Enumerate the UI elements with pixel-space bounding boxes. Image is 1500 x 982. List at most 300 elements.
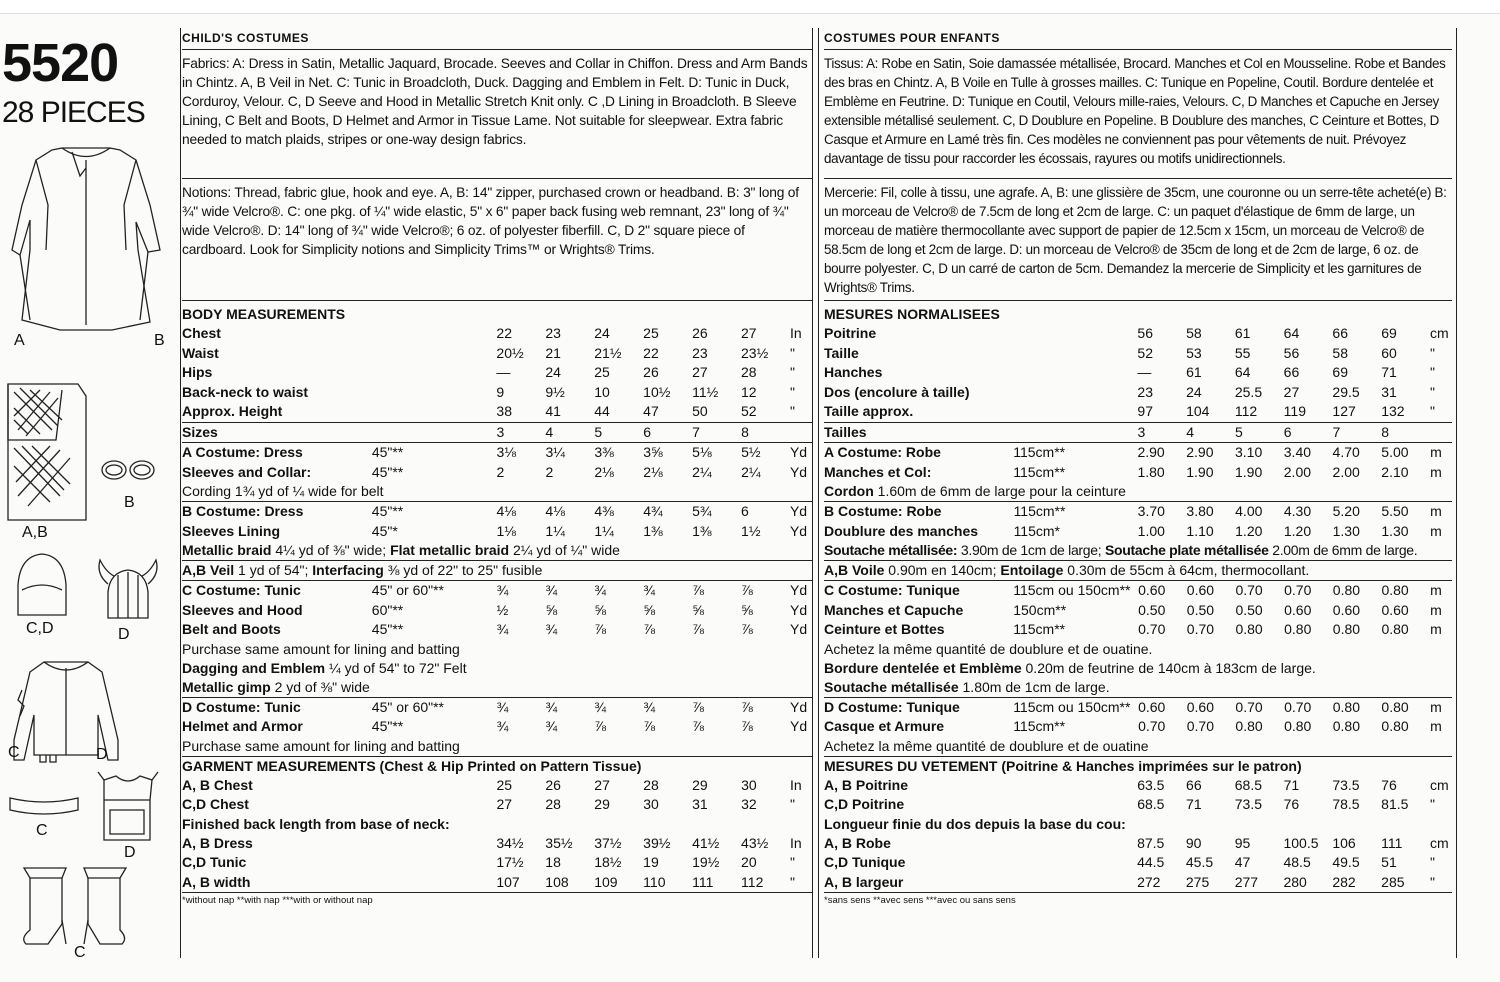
size-value: 282 xyxy=(1332,873,1356,890)
row-label: C,D Chest xyxy=(182,796,249,813)
figure-label: D xyxy=(96,746,108,763)
row-label: C Costume: Tunic xyxy=(182,582,301,599)
size-value: 58 xyxy=(1332,344,1348,361)
fabric-width xyxy=(372,834,497,854)
size-value: 55 xyxy=(1234,344,1251,361)
row-label: D Costume: Tunic xyxy=(182,698,301,715)
size-value: 0.70 xyxy=(1284,698,1312,715)
size-value: 71 xyxy=(1381,364,1397,381)
size-value: 0.80 xyxy=(1235,621,1263,638)
costume-b-section xyxy=(824,501,1452,560)
purchase-line: Achetez la même quantité de doublure et de ouatine xyxy=(824,737,1149,754)
row-label: Hanches xyxy=(824,364,883,381)
size-value: 81.5 xyxy=(1381,796,1409,813)
size-value: ⅞ xyxy=(741,718,753,735)
french-column xyxy=(824,28,1452,906)
size-value: ⅝ xyxy=(741,601,753,618)
row-label: Taille xyxy=(824,344,859,361)
costume-d-table xyxy=(182,698,812,737)
size-value: 22 xyxy=(496,325,512,342)
unit: In xyxy=(789,776,802,793)
size-value: 1.20 xyxy=(1283,522,1312,539)
table-row xyxy=(824,324,1452,344)
size-value: 23 xyxy=(1137,383,1153,400)
size-value: ⅞ xyxy=(692,621,704,638)
size-value: 5¾ xyxy=(692,503,712,520)
table-row xyxy=(182,853,812,873)
size-value: 23½ xyxy=(741,344,769,361)
body-measurements-section xyxy=(182,300,812,422)
size-value: ⅝ xyxy=(545,601,558,618)
table-row xyxy=(824,463,1452,483)
body-measurements-section xyxy=(824,300,1452,422)
size-value: 112 xyxy=(1234,403,1258,420)
spacer xyxy=(372,423,497,443)
size-value: 0.50 xyxy=(1235,601,1263,618)
row-label: Sleeves Lining xyxy=(182,522,281,539)
table-row xyxy=(182,402,812,422)
gimp-line: Soutache métallisée 1.80m de 1cm de large. xyxy=(824,678,1110,695)
size-value: 76 xyxy=(1381,776,1397,793)
fabric-width: 45" or 60"** xyxy=(371,698,445,715)
size-value: 27 xyxy=(496,796,513,813)
size-value: 0.60 xyxy=(1381,601,1409,618)
table-row xyxy=(824,502,1452,522)
size-value: ¾ xyxy=(643,698,655,715)
table-row xyxy=(824,581,1452,601)
size-value: 48.5 xyxy=(1283,854,1311,871)
size-value: 11½ xyxy=(692,383,719,400)
size-number: 7 xyxy=(1332,423,1341,440)
fabric-width xyxy=(1013,776,1137,796)
table-row xyxy=(824,383,1452,403)
size-value: ⅞ xyxy=(741,582,753,599)
size-value: 285 xyxy=(1381,873,1405,890)
size-value: 6 xyxy=(741,503,749,520)
costume-b-table xyxy=(824,502,1452,541)
fabric-width xyxy=(372,402,497,422)
size-value: 50 xyxy=(692,403,708,420)
row-label: Waist xyxy=(182,344,219,361)
size-value: 0.80 xyxy=(1381,621,1409,638)
table-row xyxy=(182,324,812,344)
spacer xyxy=(1430,423,1452,443)
sizes-section xyxy=(182,422,812,443)
size-number: 6 xyxy=(643,423,652,440)
size-value: 37½ xyxy=(594,834,622,851)
table-row xyxy=(182,698,812,718)
size-value: 0.70 xyxy=(1235,582,1263,599)
figure-label: B xyxy=(154,332,165,349)
fabric-width xyxy=(1014,402,1138,422)
fabric-width xyxy=(1013,853,1137,873)
costume-d-table xyxy=(824,698,1452,737)
size-value: ⅞ xyxy=(741,698,753,715)
row-label: Poitrine xyxy=(824,325,877,342)
sizes-table xyxy=(824,423,1452,443)
garment-chest-table xyxy=(182,776,812,815)
size-value: 0.60 xyxy=(1332,601,1361,618)
size-value: ¾ xyxy=(545,582,558,599)
column-divider xyxy=(180,28,181,958)
size-value: 35½ xyxy=(545,834,573,851)
garment-length-table xyxy=(182,834,812,893)
fabric-width xyxy=(1014,344,1138,364)
row-label: A, B Dress xyxy=(182,834,253,851)
unit: " xyxy=(789,364,795,381)
size-value: 78.5 xyxy=(1332,796,1360,813)
fabric-width: 115cm** xyxy=(1013,444,1066,461)
size-value: 1.30 xyxy=(1381,522,1409,539)
size-value: 51 xyxy=(1381,854,1397,871)
size-value: 25.5 xyxy=(1234,383,1263,400)
costume-c-table xyxy=(824,581,1452,640)
figure-label: C,D xyxy=(26,620,54,637)
size-value: 34½ xyxy=(496,834,524,851)
size-number: 4 xyxy=(1186,423,1195,440)
fabric-width: 115cm** xyxy=(1013,503,1066,520)
column-title: CHILD'S COSTUMES xyxy=(182,28,812,50)
costume-d-section xyxy=(824,697,1452,756)
size-value: 112 xyxy=(741,873,764,890)
size-value: 0.60 xyxy=(1186,582,1215,599)
spacer xyxy=(1013,423,1137,443)
unit: m xyxy=(1430,463,1442,480)
size-value: 2.00 xyxy=(1283,463,1312,480)
size-value: ⅞ xyxy=(692,582,704,599)
costume-a-table xyxy=(824,443,1452,482)
size-value: 26 xyxy=(692,325,708,342)
row-label: D Costume: Tunique xyxy=(824,698,960,715)
table-row xyxy=(182,834,812,854)
size-value: 127 xyxy=(1332,403,1356,420)
size-value: 10 xyxy=(594,383,610,400)
size-value: 0.70 xyxy=(1186,718,1214,735)
fabric-width: 115cm ou 150cm** xyxy=(1013,582,1131,599)
size-value: 0.60 xyxy=(1138,582,1166,599)
table-row xyxy=(182,581,812,601)
fabric-width xyxy=(372,853,497,873)
size-value: ⅞ xyxy=(643,718,655,735)
size-value: 0.80 xyxy=(1332,698,1360,715)
size-value: 108 xyxy=(545,873,569,890)
size-value: 18½ xyxy=(594,854,622,871)
fabric-width: 45"** xyxy=(371,503,404,520)
table-row xyxy=(182,383,812,403)
size-value: 28 xyxy=(643,776,659,793)
size-value: 66 xyxy=(1283,364,1300,381)
size-value: 43½ xyxy=(741,834,769,851)
table-row xyxy=(824,698,1452,718)
footnote: *without nap **with nap ***with or without nap xyxy=(182,892,812,906)
size-value: 111 xyxy=(1381,834,1403,851)
size-value: ⅝ xyxy=(594,601,607,618)
size-value: 110 xyxy=(643,873,666,890)
fabric-width xyxy=(372,324,497,344)
size-value: 76 xyxy=(1283,796,1300,813)
figure-label: B xyxy=(124,494,135,511)
size-value: 27 xyxy=(594,776,610,793)
table-row xyxy=(824,601,1452,621)
size-value: 31 xyxy=(692,796,708,813)
size-value: 69 xyxy=(1332,364,1348,381)
size-value: 90 xyxy=(1185,834,1202,851)
size-value: 64 xyxy=(1234,364,1251,381)
size-value: 2.10 xyxy=(1381,463,1409,480)
row-label: C,D Poitrine xyxy=(824,796,905,813)
size-value: 1.10 xyxy=(1186,522,1214,539)
table-row xyxy=(182,443,812,463)
table-row xyxy=(824,402,1452,422)
hood-drawing xyxy=(18,554,66,615)
size-value: 280 xyxy=(1283,873,1307,890)
fabric-width: 115cm** xyxy=(1013,463,1066,480)
size-number: 8 xyxy=(1381,423,1390,440)
fabric-width xyxy=(372,795,497,815)
unit: Yd xyxy=(789,444,808,461)
size-value: 3.70 xyxy=(1137,503,1165,520)
costume-c-section xyxy=(824,580,1452,697)
unit: " xyxy=(789,383,795,400)
unit: " xyxy=(789,344,795,361)
size-value: 58 xyxy=(1186,325,1202,342)
table-row xyxy=(824,717,1452,737)
size-value: 66 xyxy=(1332,325,1348,342)
size-value: 4.00 xyxy=(1235,503,1263,520)
finished-length-label: Finished back length from base of neck: xyxy=(182,815,450,832)
size-value: 69 xyxy=(1381,325,1397,342)
unit: " xyxy=(1429,364,1435,381)
size-value: 73.5 xyxy=(1234,796,1263,813)
table-row xyxy=(824,795,1452,815)
size-value: 61 xyxy=(1234,325,1251,342)
row-label: C,D Tunic xyxy=(182,854,247,871)
size-value: 111 xyxy=(692,873,714,890)
size-value: 47 xyxy=(1234,854,1251,871)
table-row xyxy=(824,834,1452,854)
sizes-table xyxy=(182,423,812,443)
table-row xyxy=(182,620,812,640)
costume-b-section xyxy=(182,501,812,560)
belt-drawing xyxy=(10,798,78,814)
size-value: 28 xyxy=(741,364,757,381)
size-value: 1⅜ xyxy=(692,522,712,539)
size-value: 49.5 xyxy=(1332,854,1360,871)
arm-bands-drawing xyxy=(102,461,154,479)
size-value: 20 xyxy=(741,854,757,871)
table-row xyxy=(824,620,1452,640)
fabric-width: 45"* xyxy=(371,522,398,539)
row-label: C,D Tunique xyxy=(824,854,906,871)
size-value: 41 xyxy=(545,403,561,420)
figure-label: C xyxy=(74,944,86,961)
size-value: 1⅜ xyxy=(643,522,663,539)
size-value: 10½ xyxy=(643,383,671,400)
fabric-width xyxy=(1014,324,1138,344)
body-measurements-title: BODY MEASUREMENTS xyxy=(182,306,346,322)
sizes-label: Tailles xyxy=(824,423,867,440)
size-value: 2 xyxy=(545,463,554,480)
table-row xyxy=(182,795,812,815)
row-label: Hips xyxy=(182,364,213,381)
size-value: 66 xyxy=(1186,776,1202,793)
size-value: 4⅜ xyxy=(594,503,614,520)
size-value: 0.50 xyxy=(1138,601,1166,618)
veil-drawing xyxy=(8,384,86,520)
fabric-width xyxy=(372,776,497,796)
size-value: 1.90 xyxy=(1186,463,1214,480)
column-divider xyxy=(1456,28,1457,958)
size-value: 25 xyxy=(594,364,610,381)
table-row xyxy=(182,522,812,542)
unit: m xyxy=(1430,718,1442,735)
size-value: 97 xyxy=(1137,403,1153,420)
figure-label: C xyxy=(36,822,48,839)
veil-section xyxy=(182,560,812,580)
size-value: 2¼ xyxy=(692,463,712,480)
purchase-line: Purchase same amount for lining and batting xyxy=(182,640,460,657)
sizes-row xyxy=(824,423,1452,443)
size-value: 44 xyxy=(594,403,610,420)
size-value: 4.30 xyxy=(1283,503,1312,520)
purchase-line: Achetez la même quantité de doublure et de ouatine. xyxy=(824,640,1153,657)
table-row xyxy=(824,776,1452,796)
size-value: 1.90 xyxy=(1235,463,1263,480)
fabric-width xyxy=(1013,873,1137,893)
size-value: ¾ xyxy=(594,582,607,599)
size-value: 2¼ xyxy=(741,463,761,480)
unit: cm xyxy=(1429,776,1449,793)
figure-label: C xyxy=(8,744,20,761)
row-label: A Costume: Robe xyxy=(824,444,941,461)
size-value: 29 xyxy=(594,796,610,813)
fabric-width xyxy=(372,344,497,364)
row-label: Chest xyxy=(182,325,221,342)
dress-drawing xyxy=(12,148,160,330)
fabric-width: 115cm* xyxy=(1013,522,1060,539)
size-value: 27 xyxy=(741,325,757,342)
size-value: 3⅜ xyxy=(594,444,614,461)
size-value: 9½ xyxy=(545,383,565,400)
size-value: 21½ xyxy=(594,344,622,361)
costume-a-table xyxy=(182,443,812,482)
size-value: 0.80 xyxy=(1332,582,1361,599)
size-value: 25 xyxy=(643,325,659,342)
row-label: Back-neck to waist xyxy=(182,383,309,400)
unit: " xyxy=(789,403,795,420)
size-value: 63.5 xyxy=(1137,776,1165,793)
braid-line: Metallic braid 4¼ yd of ⅜" wide; Flat metallic braid 2¼ yd of ¼" wide xyxy=(182,542,620,558)
size-value: ¾ xyxy=(545,621,558,638)
size-value: 21 xyxy=(545,344,561,361)
size-value: 132 xyxy=(1381,403,1405,420)
unit: " xyxy=(1429,383,1435,400)
size-number: 7 xyxy=(692,423,700,440)
row-label: Helmet and Armor xyxy=(182,718,303,735)
table-row xyxy=(182,776,812,796)
fabric-width: 150cm** xyxy=(1013,601,1067,618)
size-value: 4⅛ xyxy=(496,503,516,520)
size-value: ¾ xyxy=(545,718,558,735)
size-value: 71 xyxy=(1186,796,1202,813)
size-value: 30 xyxy=(643,796,659,813)
size-value: ¾ xyxy=(496,621,509,638)
table-row xyxy=(182,873,812,893)
size-value: 107 xyxy=(496,873,520,890)
unit: " xyxy=(789,854,795,871)
column-divider xyxy=(812,28,813,958)
size-value: ¾ xyxy=(496,698,509,715)
row-label: C Costume: Tunique xyxy=(824,582,960,599)
size-value: 4.70 xyxy=(1332,444,1360,461)
row-label: Ceinture et Bottes xyxy=(824,621,945,638)
figure-label: A xyxy=(14,332,25,349)
fabric-width: 115cm** xyxy=(1013,621,1066,638)
size-value: 100.5 xyxy=(1283,834,1319,851)
size-value: 2.90 xyxy=(1137,444,1165,461)
size-value: 0.70 xyxy=(1284,582,1312,599)
size-value: 0.70 xyxy=(1186,621,1215,638)
costume-a-section xyxy=(182,442,812,501)
size-value: 2⅛ xyxy=(594,463,614,480)
purchase-line: Purchase same amount for lining and batting xyxy=(182,737,460,754)
size-value: 19½ xyxy=(692,854,720,871)
fabric-width xyxy=(372,363,497,383)
figure-label: D xyxy=(124,844,136,861)
veil-section xyxy=(824,560,1452,580)
size-value: 47 xyxy=(643,403,659,420)
unit: " xyxy=(1429,403,1435,420)
english-column xyxy=(182,28,812,906)
size-value: 0.80 xyxy=(1235,718,1263,735)
mercerie-paragraph: Mercerie: Fil, colle à tissu, une agrafe. A, B: une glissière de 35cm, une couronne ou un serre-tête acheté(e) B: un morceau de Velcro® de 7.5cm de long et 2cm de large. C: un paquet d'élastique de 6mm de large, un morceau de matière thermocollante avec support de papier de 12.5cm x 15cm, un morceau de Velcro® de 58.5cm de long et 2cm de large. D: un morceau de Velcro® de 35cm de long et de 2cm de large, 6 oz. de bourre polyester. C, D un carré de carton de 5cm. Demandez la mercerie de Simplicity et les garnitures de Wrights® Trims. xyxy=(824,178,1452,300)
size-value: 31 xyxy=(1381,383,1397,400)
size-value: 68.5 xyxy=(1234,776,1263,793)
fabric-width xyxy=(372,873,497,893)
column-title: COSTUMES POUR ENFANTS xyxy=(824,28,1452,50)
size-value: 24 xyxy=(1186,383,1202,400)
fabric-width xyxy=(1014,363,1138,383)
unit: m xyxy=(1430,503,1442,520)
row-label: Manches et Capuche xyxy=(824,601,964,618)
unit: m xyxy=(1430,522,1442,539)
boots-drawing xyxy=(24,868,126,944)
fabric-width: 45" or 60"** xyxy=(371,582,445,599)
row-label: Taille approx. xyxy=(824,403,914,420)
row-label: Sleeves and Collar: xyxy=(182,463,312,480)
fabrics-paragraph: Fabrics: A: Dress in Satin, Metallic Jaquard, Brocade. Seeves and Collar in Chiffon. Dress and Arm Bands in Chintz. A, B Veil in Net. C: Tunic in Broadcloth, Duck. Dagging and Emblem in Felt. D: Tunic in Duck, Corduroy, Velour. C, D Seeve and Hood in Metallic Stretch Knit only. C ,D Lining in Broadcloth. B Sleeve Lining, C Belt and Boots, D Helmet and Armor in Tissue Lame. Not suitable for sleepwear. Extra fabric needed to match plaids, stripes or one-way design fabrics. xyxy=(182,56,808,147)
table-row xyxy=(182,363,812,383)
garment-length-table xyxy=(824,834,1452,893)
size-value: 1¼ xyxy=(594,522,614,539)
column-divider xyxy=(818,28,819,958)
cording-line: Cording 1¾ yd of ¼ wide for belt xyxy=(182,483,384,499)
size-value: ⅞ xyxy=(643,621,655,638)
size-value: 0.60 xyxy=(1186,698,1214,715)
size-value: 1⅛ xyxy=(496,522,516,539)
row-label: A Costume: Dress xyxy=(182,444,303,461)
size-value: 29 xyxy=(692,776,708,793)
size-value: 0.70 xyxy=(1138,718,1166,735)
table-row xyxy=(182,502,812,522)
unit: m xyxy=(1430,601,1442,618)
unit: " xyxy=(789,796,795,813)
unit: Yd xyxy=(789,718,808,735)
table-row xyxy=(824,363,1452,383)
footnote: *sans sens **avec sens ***avec ou sans sens xyxy=(824,892,1452,906)
size-value: 19 xyxy=(643,854,659,871)
size-number: 3 xyxy=(496,423,505,440)
